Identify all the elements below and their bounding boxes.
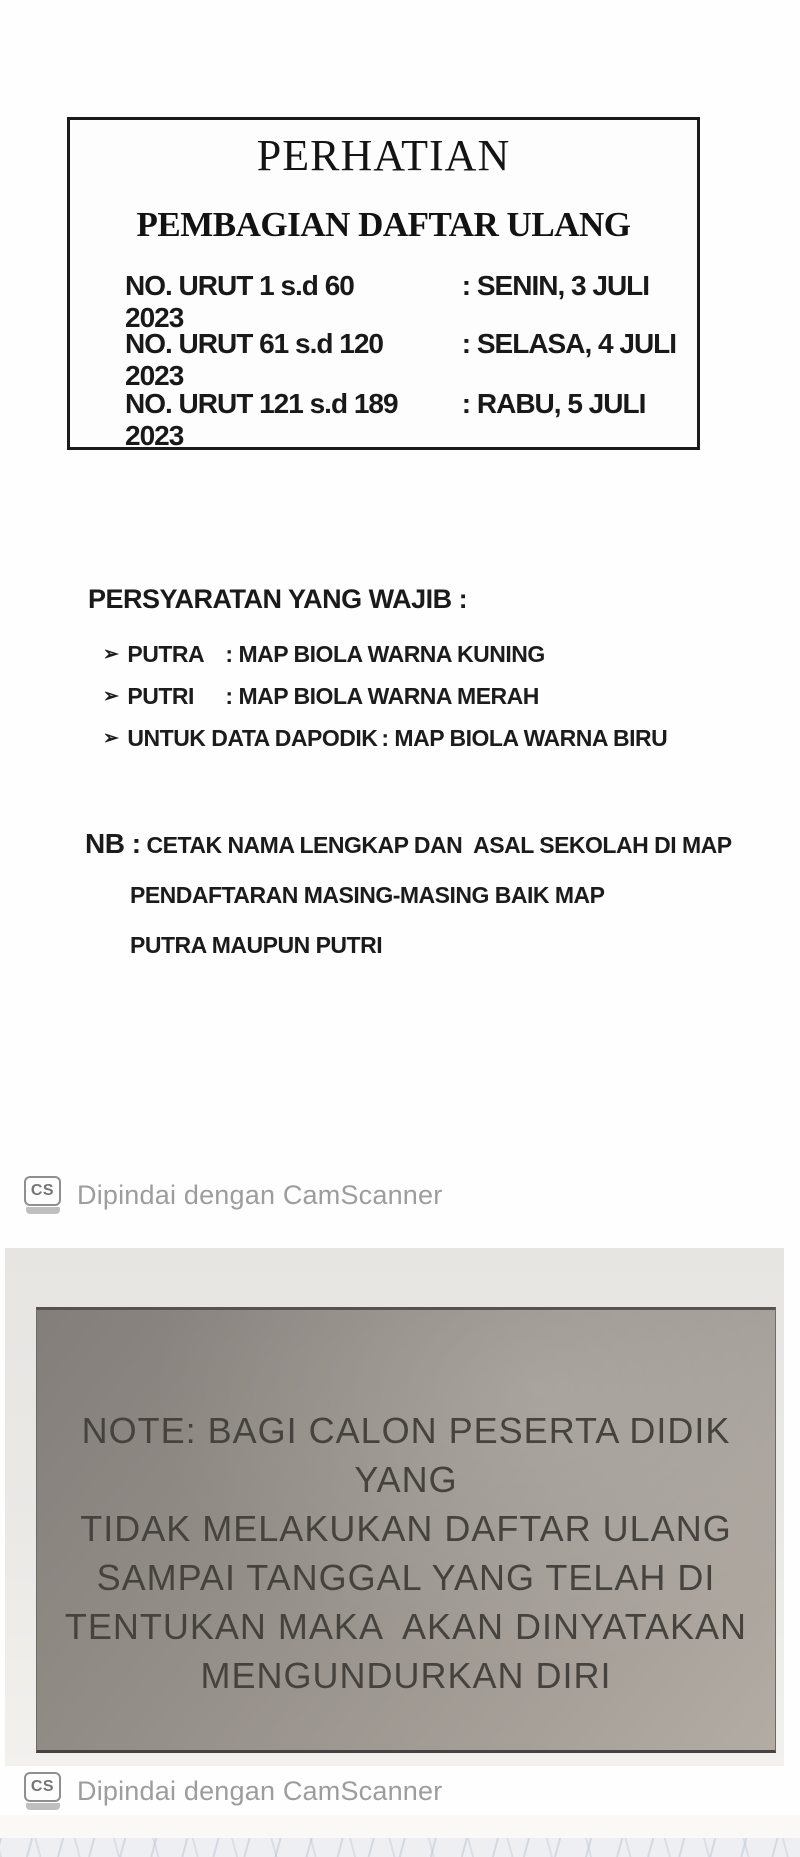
camscanner-logo-icon — [24, 1772, 64, 1810]
requirements-heading: PERSYARATAN YANG WAJIB : — [88, 584, 468, 614]
camscanner-logo-base — [26, 1803, 60, 1810]
note-photo-card — [36, 1307, 776, 1753]
nb-line-2: PENDAFTARAN MASING-MASING BAIK MAP — [130, 882, 605, 908]
note-line-2: TIDAK MELAKUKAN DAFTAR ULANG — [80, 1508, 732, 1549]
schedule-row-value: : SELASA, 4 JULI 2023 — [125, 328, 683, 391]
note-line-3: SAMPAI TANGGAL YANG TELAH DI — [96, 1557, 716, 1598]
camscanner-watermark — [24, 1176, 442, 1214]
requirement-item — [103, 725, 667, 752]
schedule-row-label: NO. URUT 1 s.d 60 — [125, 270, 354, 301]
nb-label: NB : — [85, 828, 141, 859]
camscanner-logo-text: CS — [24, 1176, 61, 1206]
notice-box — [67, 117, 700, 450]
notice-subtitle: PEMBAGIAN DAFTAR ULANG — [136, 205, 631, 244]
requirement-label: UNTUK DATA DAPODIK — [127, 725, 378, 751]
nb-line-1: CETAK NAMA LENGKAP DAN ASAL SEKOLAH DI MAP — [146, 832, 732, 858]
arrow-bullet-icon: ➢ — [103, 686, 119, 707]
schedule-row — [125, 388, 697, 452]
arrow-bullet-icon: ➢ — [103, 728, 119, 749]
requirement-value: : MAP BIOLA WARNA MERAH — [225, 683, 539, 709]
requirement-label: PUTRI — [127, 683, 194, 709]
camscanner-watermark-text: Dipindai dengan CamScanner — [77, 1775, 443, 1806]
note-text-block — [37, 1406, 775, 1700]
camscanner-logo-icon — [24, 1176, 64, 1214]
requirement-label: PUTRA — [127, 641, 205, 667]
note-line-5: MENGUNDURKAN DIRI — [200, 1655, 612, 1696]
note-line-4: TENTUKAN MAKA AKAN DINYATAKAN — [64, 1606, 748, 1647]
next-page-edge-pattern — [0, 1838, 800, 1857]
schedule-row-label: NO. URUT 61 s.d 120 — [125, 328, 383, 359]
requirement-item — [103, 641, 545, 668]
camscanner-logo-base — [26, 1207, 60, 1214]
schedule-row — [125, 270, 697, 334]
nb-note — [85, 828, 732, 860]
page-bottom-margin — [0, 1815, 800, 1838]
requirement-item — [103, 683, 539, 710]
requirement-value: : MAP BIOLA WARNA BIRU — [381, 725, 668, 751]
schedule-row-value: : RABU, 5 JULI 2023 — [125, 388, 653, 451]
camscanner-watermark-text: Dipindai dengan CamScanner — [77, 1179, 443, 1210]
nb-line-3: PUTRA MAUPUN PUTRI — [130, 932, 383, 958]
note-line-1: NOTE: BAGI CALON PESERTA DIDIK YANG — [81, 1410, 741, 1500]
notice-title: PERHATIAN — [256, 131, 511, 180]
arrow-bullet-icon: ➢ — [103, 644, 119, 665]
schedule-row — [125, 328, 697, 392]
requirement-value: : MAP BIOLA WARNA KUNING — [225, 641, 545, 667]
camscanner-logo-text: CS — [24, 1772, 61, 1802]
schedule-row-value: : SENIN, 3 JULI 2023 — [125, 270, 656, 333]
schedule-row-label: NO. URUT 121 s.d 189 — [125, 388, 398, 419]
camscanner-watermark — [24, 1772, 442, 1810]
